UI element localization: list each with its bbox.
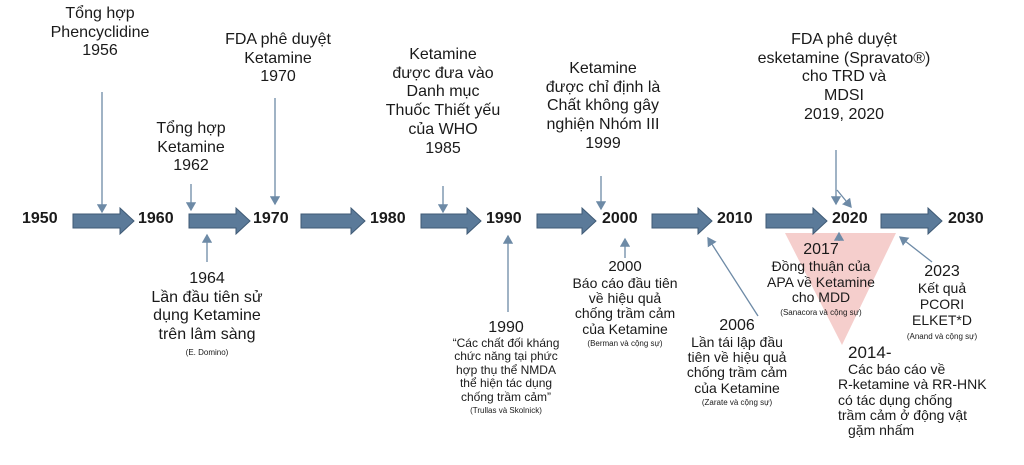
pointer-esketamine-2 [837, 190, 851, 207]
timeline-arrow-segment [421, 208, 481, 234]
event-line: về hiệu quả [588, 289, 662, 306]
pointer-2023 [900, 237, 932, 262]
event-line: của WHO [408, 120, 478, 138]
event-year: 1962 [173, 157, 209, 175]
event-schedule-iii-1999 [546, 60, 661, 154]
event-line: chống trầm cảm [574, 305, 676, 322]
year-label-2010: 2010 [717, 210, 753, 227]
event-line: tiên về hiệu quả [687, 348, 787, 365]
event-source: (Trullas và Skolnick) [470, 406, 542, 416]
event-line: FDA phê duyệt [791, 31, 897, 48]
event-line: Thuốc Thiết yếu [385, 102, 501, 120]
event-pcori-elketd-2023 [907, 263, 977, 341]
event-line: hợp thụ thể NMDA [456, 362, 556, 377]
event-line: chức năng tại phức [454, 349, 558, 364]
event-r-ketamine-2014 [838, 344, 987, 438]
event-line: cho TRD và [801, 68, 887, 86]
event-line: của Ketamine [694, 379, 780, 396]
event-source: (Berman và cộng sự) [587, 339, 663, 349]
event-line: chống trầm cảm” [460, 389, 552, 404]
event-line: Ketamine [569, 60, 637, 77]
event-line: Lần tái lập đầu [691, 333, 783, 350]
timeline-arrow-segment [537, 208, 596, 234]
year-label-2030: 2030 [948, 210, 984, 227]
year-label-1980: 1980 [370, 210, 406, 227]
event-line: trầm cảm ở động vật [838, 406, 968, 423]
event-year: 2014- [848, 343, 892, 362]
event-line: Tổng hợp [65, 5, 135, 22]
event-line: chống trầm cảm [686, 364, 788, 381]
timeline-arrow-segment [189, 208, 250, 234]
event-line: Báo cáo đầu tiên [572, 274, 678, 291]
timeline-arrow-segment [881, 208, 942, 234]
event-line: Tổng hợp [156, 120, 226, 137]
event-line: Phencyclidine [50, 23, 150, 41]
event-line: MDSI [824, 87, 864, 105]
year-label-1990: 1990 [486, 210, 522, 227]
timeline-arrow-segment [652, 208, 712, 234]
event-line: ELKET*D [912, 312, 972, 329]
event-line: R-ketamine và RR-HNK [838, 376, 987, 393]
event-line: Kết quả [917, 280, 967, 297]
event-year: 1956 [82, 42, 118, 60]
event-line: gặm nhấm [848, 421, 915, 438]
event-ketamine-synthesis-1962 [156, 120, 225, 176]
event-line: APA về Ketamine [767, 273, 875, 290]
event-line: esketamine (Spravato®) [757, 49, 931, 67]
year-label-1950: 1950 [22, 210, 58, 227]
event-line: thể hiện tác dụng [459, 376, 553, 391]
event-first-clinical-use-1964 [151, 270, 262, 357]
event-source: (Zarate và cộng sự) [701, 398, 773, 408]
event-nmda-antagonists-1990 [453, 319, 560, 416]
event-replication-2006 [687, 317, 787, 408]
event-esketamine-2019-2020 [758, 31, 931, 125]
timeline-arrow-segment [766, 208, 827, 234]
event-year: 2000 [608, 258, 642, 275]
event-line: Ketamine [409, 46, 477, 63]
year-label-1960: 1960 [138, 210, 174, 227]
event-line: Lần đầu tiên sử [151, 288, 263, 306]
event-line: Ketamine [244, 49, 312, 67]
event-source: (Sanacora và cộng sự) [780, 307, 862, 317]
pointer-2006 [708, 238, 758, 316]
event-phencyclidine-1956 [51, 5, 150, 61]
event-source: (Anand và cộng sự) [906, 332, 978, 342]
event-line: Ketamine [157, 138, 225, 156]
event-line: trên lâm sàng [158, 326, 256, 344]
event-line: của Ketamine [582, 320, 668, 337]
event-line: Các báo cáo về [848, 361, 946, 378]
event-source: (E. Domino) [185, 347, 229, 357]
event-line: Danh mục [406, 83, 480, 101]
event-line: FDA phê duyệt [225, 31, 331, 48]
event-line: PCORI [919, 296, 965, 313]
event-line: có tác dụng chống [838, 391, 953, 408]
event-fda-approval-1970 [225, 31, 331, 87]
event-year: 1999 [585, 134, 621, 152]
event-line: dụng Ketamine [153, 307, 261, 325]
event-year: 1985 [425, 139, 461, 157]
year-label-2000: 2000 [602, 210, 638, 227]
year-label-2020: 2020 [832, 210, 868, 227]
event-year: 1964 [189, 270, 225, 287]
event-line: được đưa vào [392, 64, 494, 82]
event-line: Đồng thuận của [771, 257, 871, 274]
event-year: 1970 [260, 68, 296, 86]
event-line: cho MDD [791, 289, 851, 306]
event-apa-consensus-2017 [767, 241, 875, 318]
event-first-antidepressant-report-2000 [572, 259, 677, 349]
event-year: 1990 [488, 319, 524, 336]
event-line: Chất không gây [546, 97, 660, 115]
year-label-1970: 1970 [253, 210, 289, 227]
event-line: “Các chất đối kháng [452, 335, 560, 350]
event-year: 2019, 2020 [803, 105, 885, 123]
timeline-arrow-segment [301, 208, 365, 234]
event-year: 2017 [803, 241, 839, 258]
event-who-essential-1985 [386, 46, 500, 158]
event-year: 2023 [924, 263, 960, 280]
timeline-arrow-segment [73, 208, 134, 234]
event-line: nghiện Nhóm III [546, 116, 660, 134]
event-line: được chỉ định là [545, 78, 661, 96]
event-year: 2006 [719, 317, 755, 334]
